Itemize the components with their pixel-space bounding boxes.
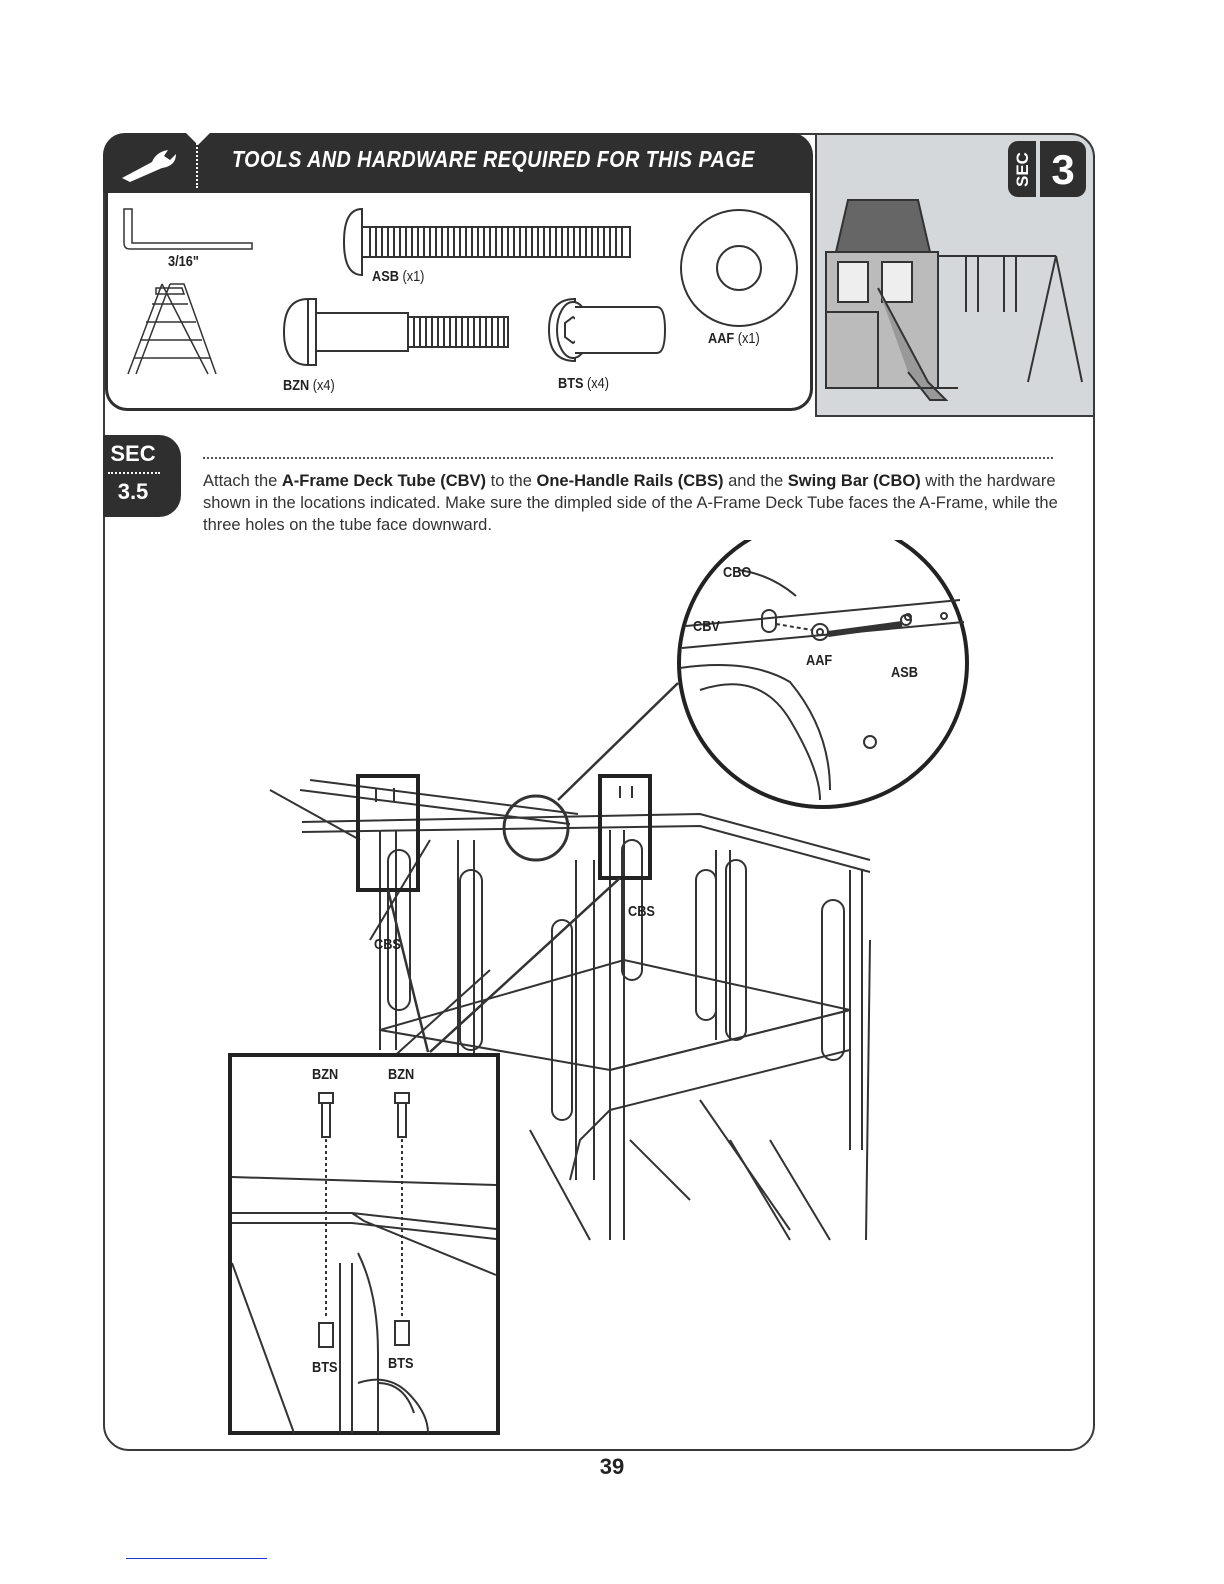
- aaf-qty: (x1): [737, 330, 760, 347]
- header-divider: [196, 140, 198, 188]
- asb-label: [372, 268, 424, 285]
- bzn-code: BZN: [283, 377, 310, 394]
- bts-barrel-nut-icon: [545, 295, 670, 365]
- detail-label-asb: ASB: [891, 664, 918, 681]
- bzn-bolt-icon: [280, 295, 515, 370]
- step-number: 3.5: [117, 479, 149, 504]
- detail-label-cbv: CBV: [693, 618, 720, 635]
- bzn-label: [283, 377, 335, 394]
- step-label: SEC: [110, 441, 156, 466]
- aaf-label: [708, 330, 760, 347]
- instruction-divider: [203, 457, 1053, 459]
- hardware-inset: [228, 1053, 500, 1435]
- instruction-text-3: and the: [723, 472, 788, 490]
- playset-overview-illustration: [818, 192, 1088, 412]
- inset-label-bzn-right: BZN: [388, 1066, 415, 1083]
- asb-qty: (x1): [402, 268, 425, 285]
- instruction-text-4: with the hardware shown in the locations indicated. Make sure the dimpled side of the A-Frame Deck Tube faces the A-Frame, while the three holes on the tube face downward.: [203, 472, 1058, 534]
- instruction-text-1: Attach the: [203, 472, 282, 490]
- main-label-cbs-left: CBS: [374, 936, 401, 953]
- inset-label-bts-left: BTS: [312, 1359, 338, 1376]
- bts-code: BTS: [558, 375, 584, 392]
- inset-label-bts-right: BTS: [388, 1355, 414, 1372]
- asb-code: ASB: [372, 268, 399, 285]
- step-ladder-icon: [122, 280, 222, 380]
- detail-label-aaf: AAF: [806, 652, 833, 669]
- bts-qty: (x4): [587, 375, 610, 392]
- tools-title: TOOLS AND HARDWARE REQUIRED FOR THIS PAGE: [232, 146, 755, 172]
- allen-key-icon: [118, 205, 258, 255]
- wrench-icon: [118, 144, 180, 184]
- detail-label-cbo: CBO: [723, 564, 752, 581]
- step-instruction: [203, 470, 1063, 536]
- page-number: 39: [599, 1454, 625, 1479]
- bts-label: [558, 375, 609, 392]
- aaf-code: AAF: [708, 330, 735, 347]
- main-label-cbs-right: CBS: [628, 903, 655, 920]
- bzn-qty: (x4): [312, 377, 335, 394]
- section-badge-label: SEC: [1013, 152, 1032, 187]
- instruction-part-cbo: Swing Bar (CBO): [787, 472, 921, 490]
- step-badge-divider: [108, 472, 160, 474]
- instruction-text-2: to the: [486, 472, 537, 490]
- instruction-part-cbv: A-Frame Deck Tube (CBV): [281, 472, 487, 490]
- instruction-part-cbs: One-Handle Rails (CBS): [536, 472, 724, 490]
- footer-link-line: [126, 1558, 267, 1559]
- section-badge-number: 3: [1051, 146, 1075, 193]
- aaf-washer-icon: [676, 205, 802, 331]
- allen-key-size: 3/16": [168, 253, 199, 270]
- inset-label-bzn-left: BZN: [312, 1066, 339, 1083]
